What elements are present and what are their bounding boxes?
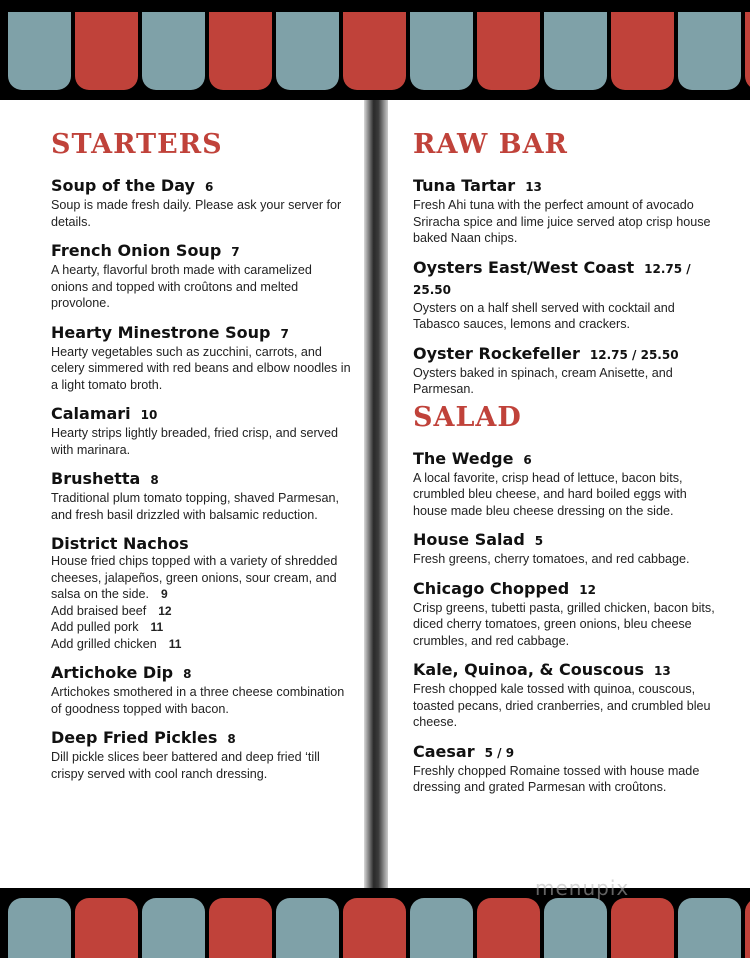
- item-name: Soup of the Day: [51, 176, 195, 195]
- item-price: 8: [183, 667, 192, 681]
- salad-heading: SALAD: [413, 401, 522, 433]
- item-title-row: [51, 176, 351, 197]
- addon-label: Add grilled chicken: [51, 636, 157, 651]
- menu-item: [413, 344, 723, 398]
- addon-price: 11: [168, 636, 182, 651]
- item-price: 8: [227, 732, 236, 746]
- awning-stripe: [276, 898, 339, 958]
- awning-stripe: [343, 898, 406, 958]
- item-price: 12.75 / 25.50: [413, 261, 691, 297]
- item-description-text: Fresh chopped kale tossed with quinoa, couscous, toasted pecans, dried cranberries, and crumbled bleu cheese.: [413, 682, 711, 729]
- item-description: [51, 262, 351, 312]
- starters-list: [51, 176, 351, 782]
- item-description-text: Fresh greens, cherry tomatoes, and red cabbage.: [413, 552, 690, 566]
- awning-stripe: [410, 12, 473, 90]
- item-name: Brushetta: [51, 469, 141, 488]
- awning-stripe: [142, 12, 205, 90]
- item-name: Calamari: [51, 404, 131, 423]
- item-name: Kale, Quinoa, & Couscous: [413, 660, 645, 679]
- awning-stripe: [611, 12, 674, 90]
- awning-stripe: [745, 898, 750, 958]
- addon-label: Add pulled pork: [51, 620, 139, 634]
- item-title-row: [413, 742, 723, 763]
- item-description-text: Fresh Ahi tuna with the perfect amount of avocado Sriracha spice and lime juice served atop crisp house baked Naan chips.: [413, 198, 711, 245]
- awning-stripe: [343, 12, 406, 90]
- menu-item: [51, 323, 351, 394]
- item-description-text: Hearty strips lightly breaded, fried crisp, and served with marinara.: [51, 426, 338, 457]
- item-description-text: Oysters baked in spinach, cream Anisette, and Parmesan.: [413, 365, 673, 396]
- starters-column: [51, 125, 351, 782]
- awning-stripe: [8, 898, 71, 958]
- bottom-awning: [0, 888, 750, 958]
- salad-list: [413, 449, 723, 796]
- item-description-text: Traditional plum tomato topping, shaved Parmesan, and fresh basil drizzled with balsamic reduction.: [51, 491, 339, 522]
- awning-stripe: [678, 12, 741, 90]
- menu-item: [413, 449, 723, 520]
- item-title-row: [51, 469, 351, 490]
- item-name: District Nachos: [51, 534, 189, 553]
- menu-item: [51, 176, 351, 230]
- item-title-row: [413, 258, 723, 300]
- awning-stripe: [544, 898, 607, 958]
- item-price: 10: [140, 408, 158, 422]
- item-description: [51, 553, 351, 603]
- starters-heading: STARTERS: [51, 129, 223, 160]
- awning-stripe: [75, 898, 138, 958]
- item-description-text: A hearty, flavorful broth made with caramelized onions and topped with croûtons and melted provolone.: [51, 263, 312, 310]
- item-price: 6: [523, 452, 532, 467]
- item-price: 8: [150, 473, 159, 487]
- item-description: [413, 197, 723, 247]
- item-title-row: [51, 728, 351, 749]
- item-title-row: [413, 344, 723, 365]
- item-name: Oyster Rockefeller: [413, 343, 580, 363]
- item-title-row: [51, 323, 351, 344]
- awning-stripe: [75, 12, 138, 90]
- raw-bar-heading: RAW BAR: [413, 129, 568, 160]
- item-price: 5: [534, 534, 544, 548]
- menu-item: [51, 663, 351, 717]
- menu-item: [51, 241, 351, 312]
- item-name: Hearty Minestrone Soup: [51, 322, 271, 342]
- item-price: 13: [525, 180, 542, 194]
- item-title-row: [413, 176, 723, 197]
- menu-item: [413, 579, 723, 650]
- item-title-row: [51, 404, 351, 425]
- item-description-text: Oysters on a half shell served with cocktail and Tabasco sauces, lemons and crackers.: [413, 300, 675, 331]
- item-price: 12: [579, 582, 596, 597]
- item-price: 5 / 9: [484, 745, 515, 760]
- item-name: Chicago Chopped: [413, 578, 570, 598]
- item-description: [413, 600, 723, 650]
- right-column: [413, 125, 723, 796]
- item-name: Caesar: [413, 741, 475, 761]
- menu-item: [413, 530, 723, 568]
- item-title-row: [413, 449, 723, 470]
- menu-item: [51, 534, 351, 652]
- item-title-row: [51, 663, 351, 684]
- menupix-watermark: menupix: [535, 876, 630, 900]
- addon-row: [51, 619, 351, 636]
- item-name: House Salad: [413, 530, 525, 549]
- awning-stripe: [745, 12, 750, 90]
- item-description-text: Freshly chopped Romaine tossed with house made dressing and grated Parmesan with croûtons.: [413, 763, 700, 794]
- item-description: [413, 681, 723, 731]
- item-description-text: Crisp greens, tubetti pasta, grilled chicken, bacon bits, diced cherry tomatoes, green onions, bleu cheese crumbles, and red cabbage.: [413, 600, 715, 648]
- menu-item: [413, 176, 723, 247]
- item-price: 7: [231, 245, 240, 259]
- menu-item: [413, 258, 723, 333]
- item-name: French Onion Soup: [51, 241, 222, 260]
- item-description-text: Dill pickle slices beer battered and deep fried ‘till crispy served with cool ranch dressing.: [51, 750, 320, 781]
- awning-stripe: [209, 898, 272, 958]
- item-title-row: [51, 534, 351, 553]
- item-description-text: Artichokes smothered in a three cheese combination of goodness topped with bacon.: [51, 685, 345, 716]
- item-description: [51, 684, 351, 717]
- item-description: [51, 197, 351, 230]
- item-name: Deep Fried Pickles: [51, 728, 218, 747]
- item-price: 12.75 / 25.50: [589, 347, 679, 362]
- addon-row: [51, 636, 351, 653]
- item-description-text: Hearty vegetables such as zucchini, carrots, and celery simmered with red beans and elbow noodles in a light tomato broth.: [51, 344, 351, 392]
- addon-price: 11: [150, 620, 164, 634]
- item-name: The Wedge: [413, 448, 514, 468]
- item-description: [413, 551, 723, 568]
- item-name: Tuna Tartar: [413, 176, 516, 195]
- item-price: 9: [161, 587, 168, 601]
- item-description: [51, 749, 351, 782]
- menu-item: [51, 404, 351, 458]
- awning-stripe: [410, 898, 473, 958]
- item-description-text: A local favorite, crisp head of lettuce, bacon bits, crumbled bleu cheese, and hard boiled eggs with house made bleu cheese dressing on the side.: [413, 470, 687, 518]
- addon-label: Add braised beef: [51, 603, 147, 618]
- menu-item: [413, 660, 723, 731]
- awning-stripe: [276, 12, 339, 90]
- item-description: [51, 344, 351, 394]
- item-description-text: Soup is made fresh daily. Please ask your server for details.: [51, 198, 342, 229]
- item-title-row: [413, 530, 723, 551]
- item-price: 7: [280, 326, 289, 341]
- awning-stripe: [8, 12, 71, 90]
- awning-stripe: [477, 898, 540, 958]
- item-description-text: House fried chips topped with a variety of shredded cheeses, jalapeños, green onions, sour cream, and salsa on the side.: [51, 554, 338, 601]
- item-name: Oysters East/West Coast: [413, 257, 635, 277]
- awning-stripe: [611, 898, 674, 958]
- item-title-row: [413, 660, 723, 681]
- awning-stripe: [477, 12, 540, 90]
- awning-stripe: [544, 12, 607, 90]
- menu-item: [51, 728, 351, 782]
- item-name: Artichoke Dip: [51, 663, 174, 682]
- item-title-row: [413, 579, 723, 600]
- item-description: [413, 470, 723, 520]
- item-description: [413, 300, 723, 333]
- menu-item: [51, 469, 351, 523]
- addon-price: 12: [158, 603, 172, 618]
- awning-stripe: [142, 898, 205, 958]
- item-description: [51, 490, 351, 523]
- column-divider: [364, 100, 388, 888]
- item-description: [51, 425, 351, 458]
- item-description: [413, 763, 723, 796]
- awning-stripe: [209, 12, 272, 90]
- top-awning: [0, 0, 750, 100]
- raw-bar-list: [413, 176, 723, 398]
- addon-row: [51, 603, 351, 620]
- menu-item: [413, 742, 723, 796]
- awning-stripe: [678, 898, 741, 958]
- item-description: [413, 365, 723, 398]
- item-title-row: [51, 241, 351, 262]
- item-price: 13: [654, 664, 671, 678]
- item-price: 6: [204, 180, 214, 194]
